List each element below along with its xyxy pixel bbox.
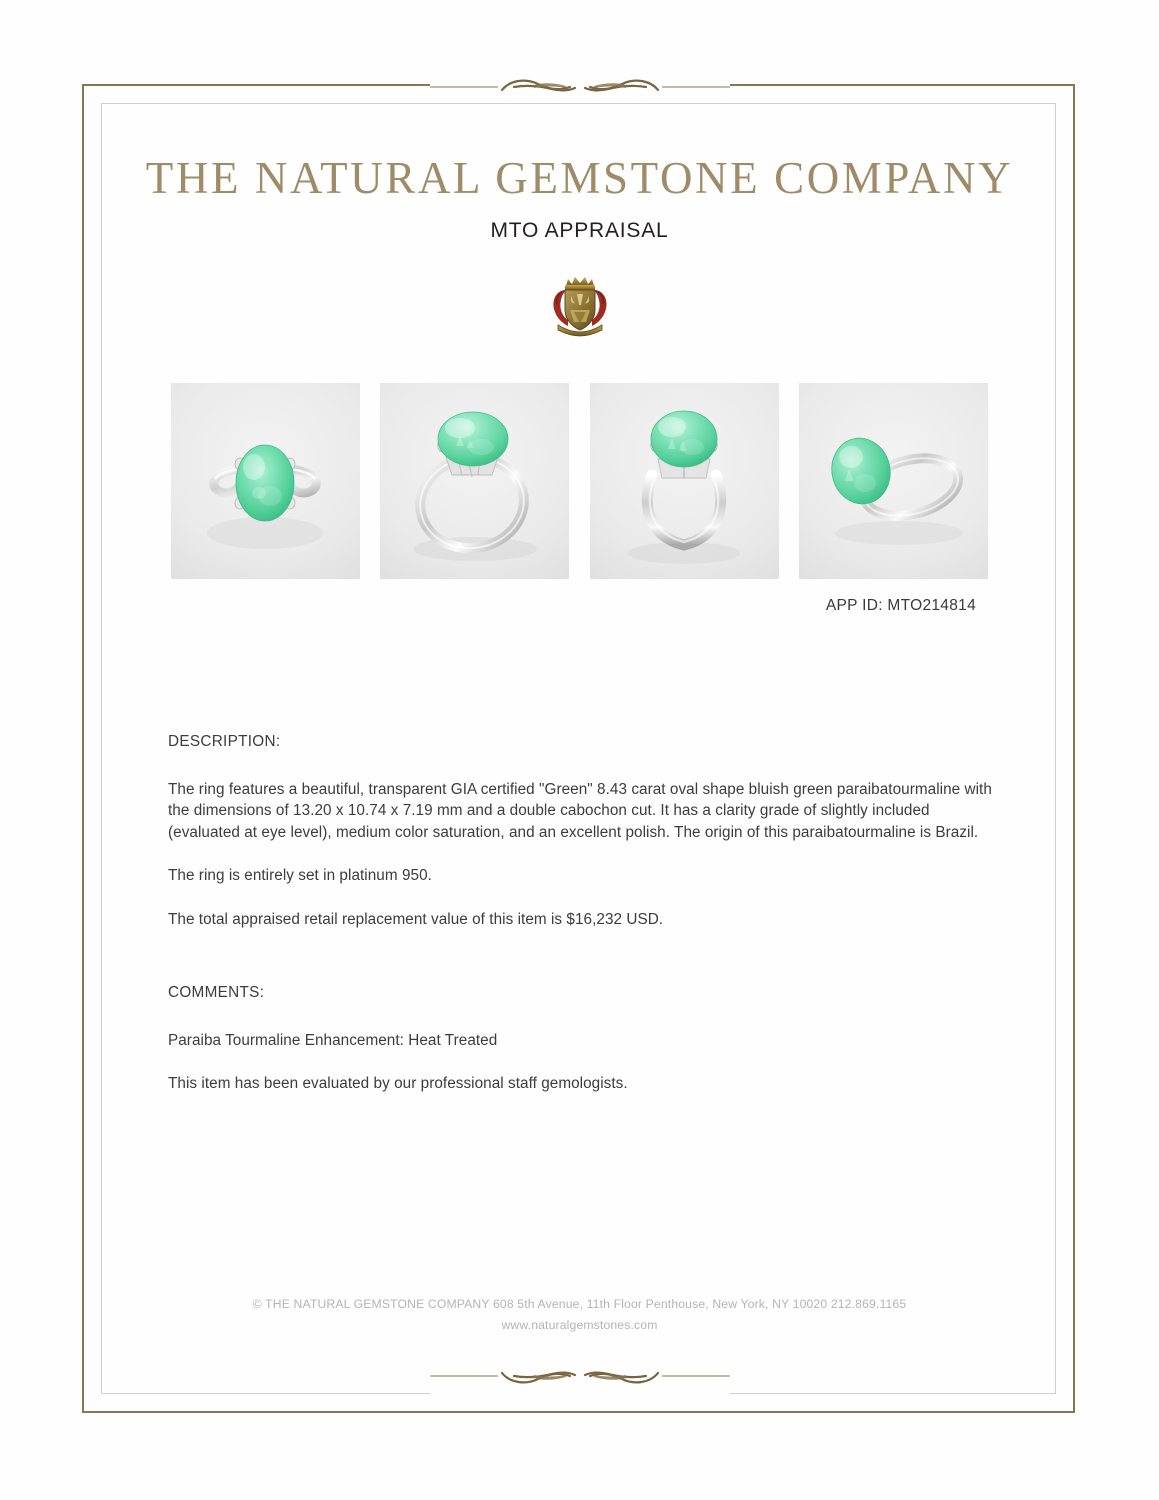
description-paragraph-3: The total appraised retail replacement value of this item is $16,232 USD.	[168, 910, 664, 928]
ring-side-view-illustration	[799, 383, 988, 579]
comments-paragraph-1: Paraiba Tourmaline Enhancement: Heat Treated	[168, 1031, 498, 1049]
ring-photo-front-view	[590, 383, 779, 579]
document-subtitle: MTO APPRAISAL	[490, 219, 669, 242]
bottom-ornament	[430, 1361, 730, 1395]
section-spacer	[168, 952, 998, 982]
comments-paragraph-2: This item has been evaluated by our professional staff gemologists.	[168, 1075, 628, 1092]
app-id-label: APP ID: MTO214814	[825, 597, 976, 614]
footer-website-line: www.naturalgemstones.com	[501, 1318, 658, 1332]
company-title: THE NATURAL GEMSTONE COMPANY	[145, 153, 1014, 203]
heraldic-crest-icon	[544, 272, 616, 338]
footer-address-line: © THE NATURAL GEMSTONE COMPANY 608 5th Avenue, 11th Floor Penthouse, New York, NY 10020 212.869.1165	[252, 1297, 907, 1311]
ring-photo-three-quarter-view	[380, 383, 569, 579]
flourish-ornament-icon	[430, 1361, 730, 1395]
ring-front-view-illustration	[590, 383, 779, 579]
ring-top-view-illustration	[171, 383, 360, 579]
flourish-ornament-icon	[430, 68, 730, 102]
ring-three-quarter-view-illustration	[380, 383, 569, 579]
top-ornament	[430, 68, 730, 102]
page-footer	[0, 1294, 1159, 1335]
ring-photo-side-view	[799, 383, 988, 579]
ring-photo-top-view	[171, 383, 360, 579]
description-label: DESCRIPTION:	[168, 733, 281, 750]
ring-photo-gallery	[171, 383, 988, 579]
description-paragraph-2: The ring is entirely set in platinum 950.	[168, 867, 432, 884]
comments-label: COMMENTS:	[168, 984, 265, 1001]
document-body	[168, 731, 998, 1095]
description-paragraph-1: The ring features a beautiful, transparent GIA certified "Green" 8.43 carat oval shape bluish green paraibatourmaline with the dimensions of 13.20 x 10.74 x 7.19 mm and a double cabochon cut. It has a clarity grade of slightly included (evaluated at eye level), medium color saturation, and an excellent polish. The origin of this paraibatourmaline is Brazil.	[168, 780, 992, 841]
company-crest	[544, 272, 616, 338]
